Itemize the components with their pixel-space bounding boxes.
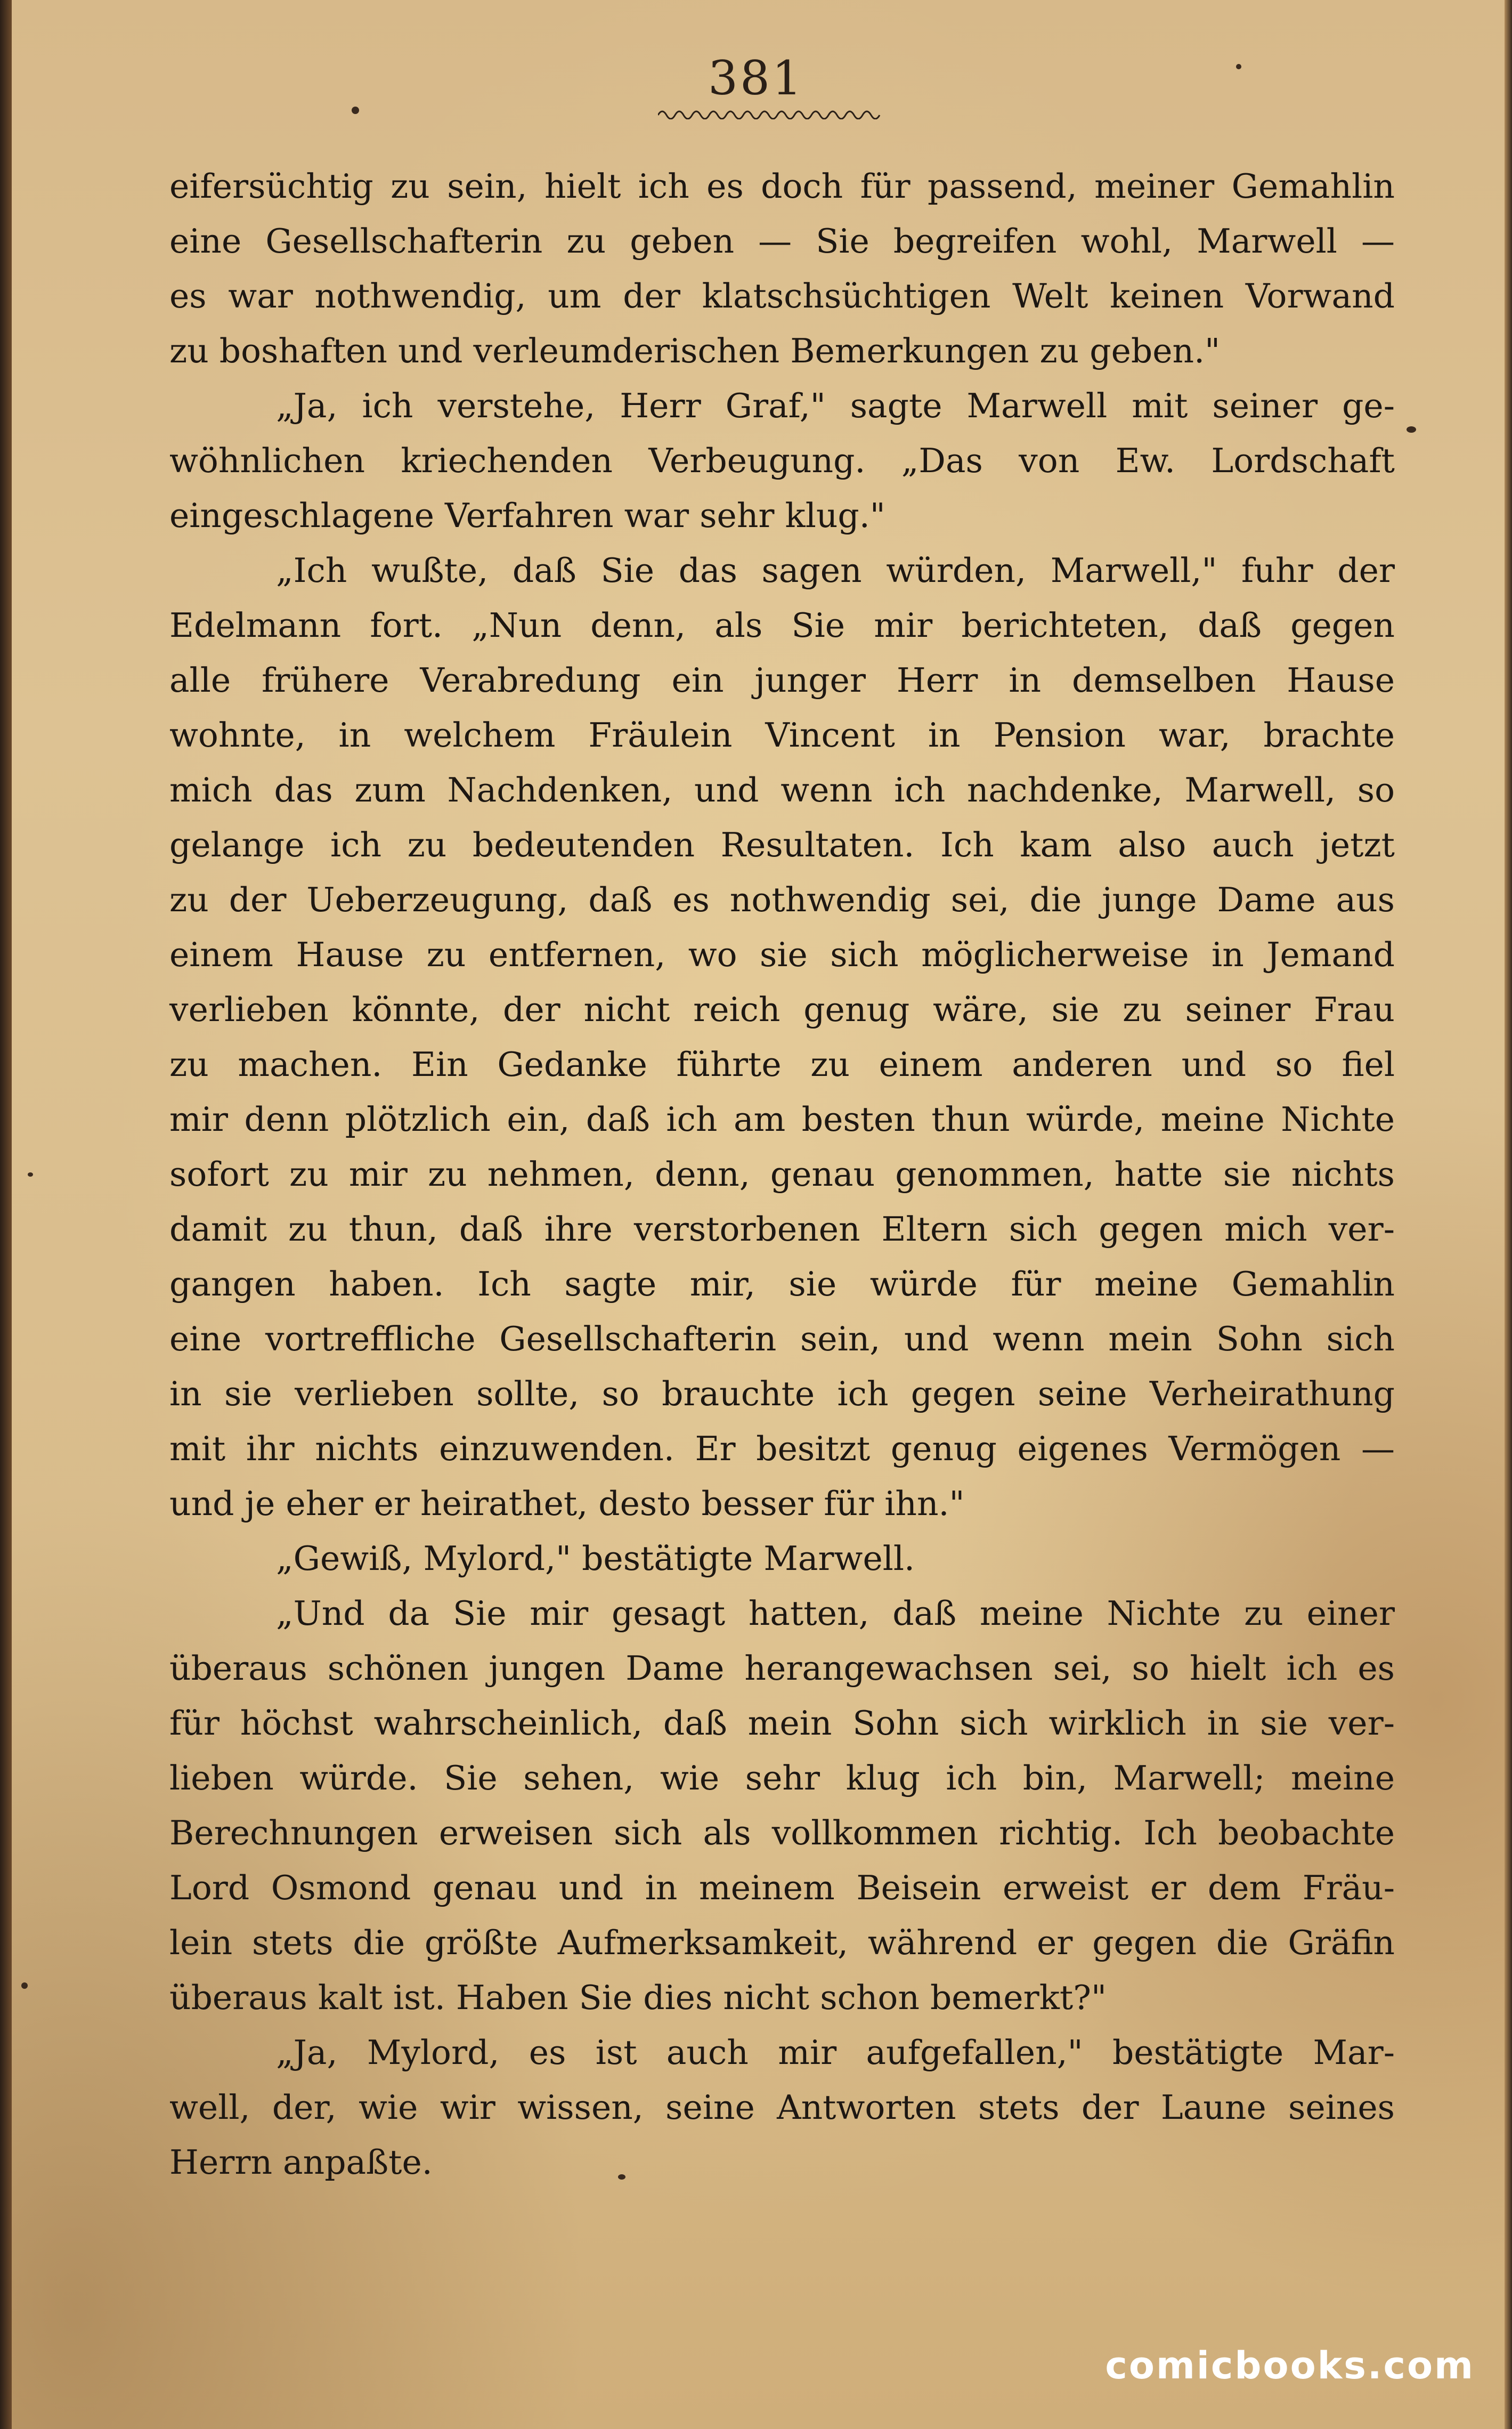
- watermark-text: comicbooks.com: [1105, 2344, 1475, 2387]
- text-line: damit zu thun, daß ihre verstorbenen Eltern sich gegen mich ver-: [169, 1210, 1395, 1249]
- page-number: 381: [708, 51, 804, 106]
- text-line: gangen haben. Ich sagte mir, sie würde für meine Gemahlin: [169, 1265, 1395, 1303]
- text-line: „Gewiß, Mylord," bestätigte Marwell.: [276, 1539, 915, 1578]
- text-line: „Und da Sie mir gesagt hatten, daß meine Nichte zu einer: [276, 1594, 1395, 1633]
- page-header: [0, 51, 1512, 106]
- paper-speck: [1407, 426, 1416, 433]
- text-line: well, der, wie wir wissen, seine Antworten stets der Laune seines: [169, 2088, 1395, 2127]
- paper-speck: [28, 1172, 33, 1177]
- text-line: eifersüchtig zu sein, hielt ich es doch für passend, meiner Gemahlin: [169, 167, 1395, 206]
- text-line: alle frühere Verabredung ein junger Herr in demselben Hause: [169, 661, 1395, 700]
- text-line: wohnte, in welchem Fräulein Vincent in Pension war, brachte: [169, 716, 1395, 755]
- text-line: wöhnlichen kriechenden Verbeugung. „Das von Ew. Lordschaft: [169, 441, 1395, 480]
- text-line: „Ja, Mylord, es ist auch mir aufgefallen," bestätigte Mar-: [276, 2033, 1395, 2072]
- text-line: überaus kalt ist. Haben Sie dies nicht schon bemerkt?": [169, 1978, 1107, 2017]
- text-line: zu machen. Ein Gedanke führte zu einem anderen und so fiel: [169, 1045, 1395, 1084]
- text-line: mir denn plötzlich ein, daß ich am besten thun würde, meine Nichte: [169, 1100, 1395, 1139]
- text-line: zu boshaften und verleumderischen Bemerkungen zu geben.": [169, 331, 1221, 370]
- text-line: „Ich wußte, daß Sie das sagen würden, Marwell," fuhr der: [276, 551, 1395, 590]
- paper-speck: [21, 1982, 28, 1989]
- text-line: Edelmann fort. „Nun denn, als Sie mir berichteten, daß gegen: [169, 606, 1395, 645]
- text-line: und je eher er heirathet, desto besser für ihn.": [169, 1484, 965, 1523]
- text-line: es war nothwendig, um der klatschsüchtigen Welt keinen Vorwand: [169, 277, 1395, 315]
- text-line: eingeschlagene Verfahren war sehr klug.": [169, 496, 885, 535]
- text-line: für höchst wahrscheinlich, daß mein Sohn sich wirklich in sie ver-: [169, 1704, 1395, 1743]
- text-line: überaus schönen jungen Dame herangewachsen sei, so hielt ich es: [169, 1649, 1395, 1688]
- text-line: lein stets die größte Aufmerksamkeit, während er gegen die Gräfin: [169, 1923, 1395, 1962]
- page-right-edge: [1505, 0, 1512, 2429]
- text-line: lieben würde. Sie sehen, wie sehr klug ich bin, Marwell; meine: [169, 1759, 1395, 1798]
- text-line: eine Gesellschafterin zu geben — Sie begreifen wohl, Marwell —: [169, 222, 1395, 261]
- paper-speck: [352, 107, 359, 114]
- text-line: gelange ich zu bedeutenden Resultaten. Ich kam also auch jetzt: [169, 825, 1395, 864]
- text-line: zu der Ueberzeugung, daß es nothwendig sei, die junge Dame aus: [169, 880, 1395, 919]
- text-line: in sie verlieben sollte, so brauchte ich gegen seine Verheirathung: [169, 1374, 1395, 1413]
- text-line: sofort zu mir zu nehmen, denn, genau genommen, hatte sie nichts: [169, 1155, 1395, 1194]
- paper-speck: [618, 2174, 625, 2180]
- body-text: [169, 159, 1395, 2190]
- text-line: mit ihr nichts einzuwenden. Er besitzt genug eigenes Vermögen —: [169, 1429, 1395, 1468]
- text-line: Berechnungen erweisen sich als vollkommen richtig. Ich beobachte: [169, 1813, 1395, 1852]
- text-line: verlieben könnte, der nicht reich genug wäre, sie zu seiner Frau: [169, 990, 1395, 1029]
- text-line: „Ja, ich verstehe, Herr Graf," sagte Marwell mit seiner ge-: [276, 386, 1395, 425]
- text-line: Herrn anpaßte.: [169, 2143, 433, 2182]
- text-line: eine vortreffliche Gesellschafterin sein, und wenn mein Sohn sich: [169, 1319, 1395, 1358]
- text-line: einem Hause zu entfernen, wo sie sich möglicherweise in Jemand: [169, 935, 1395, 974]
- text-line: mich das zum Nachdenken, und wenn ich nachdenke, Marwell, so: [169, 771, 1395, 809]
- header-ornament: [658, 106, 887, 119]
- text-line: Lord Osmond genau und in meinem Beisein erweist er dem Fräu-: [169, 1868, 1395, 1907]
- page-left-edge: [0, 0, 12, 2429]
- paper-speck: [1236, 64, 1241, 69]
